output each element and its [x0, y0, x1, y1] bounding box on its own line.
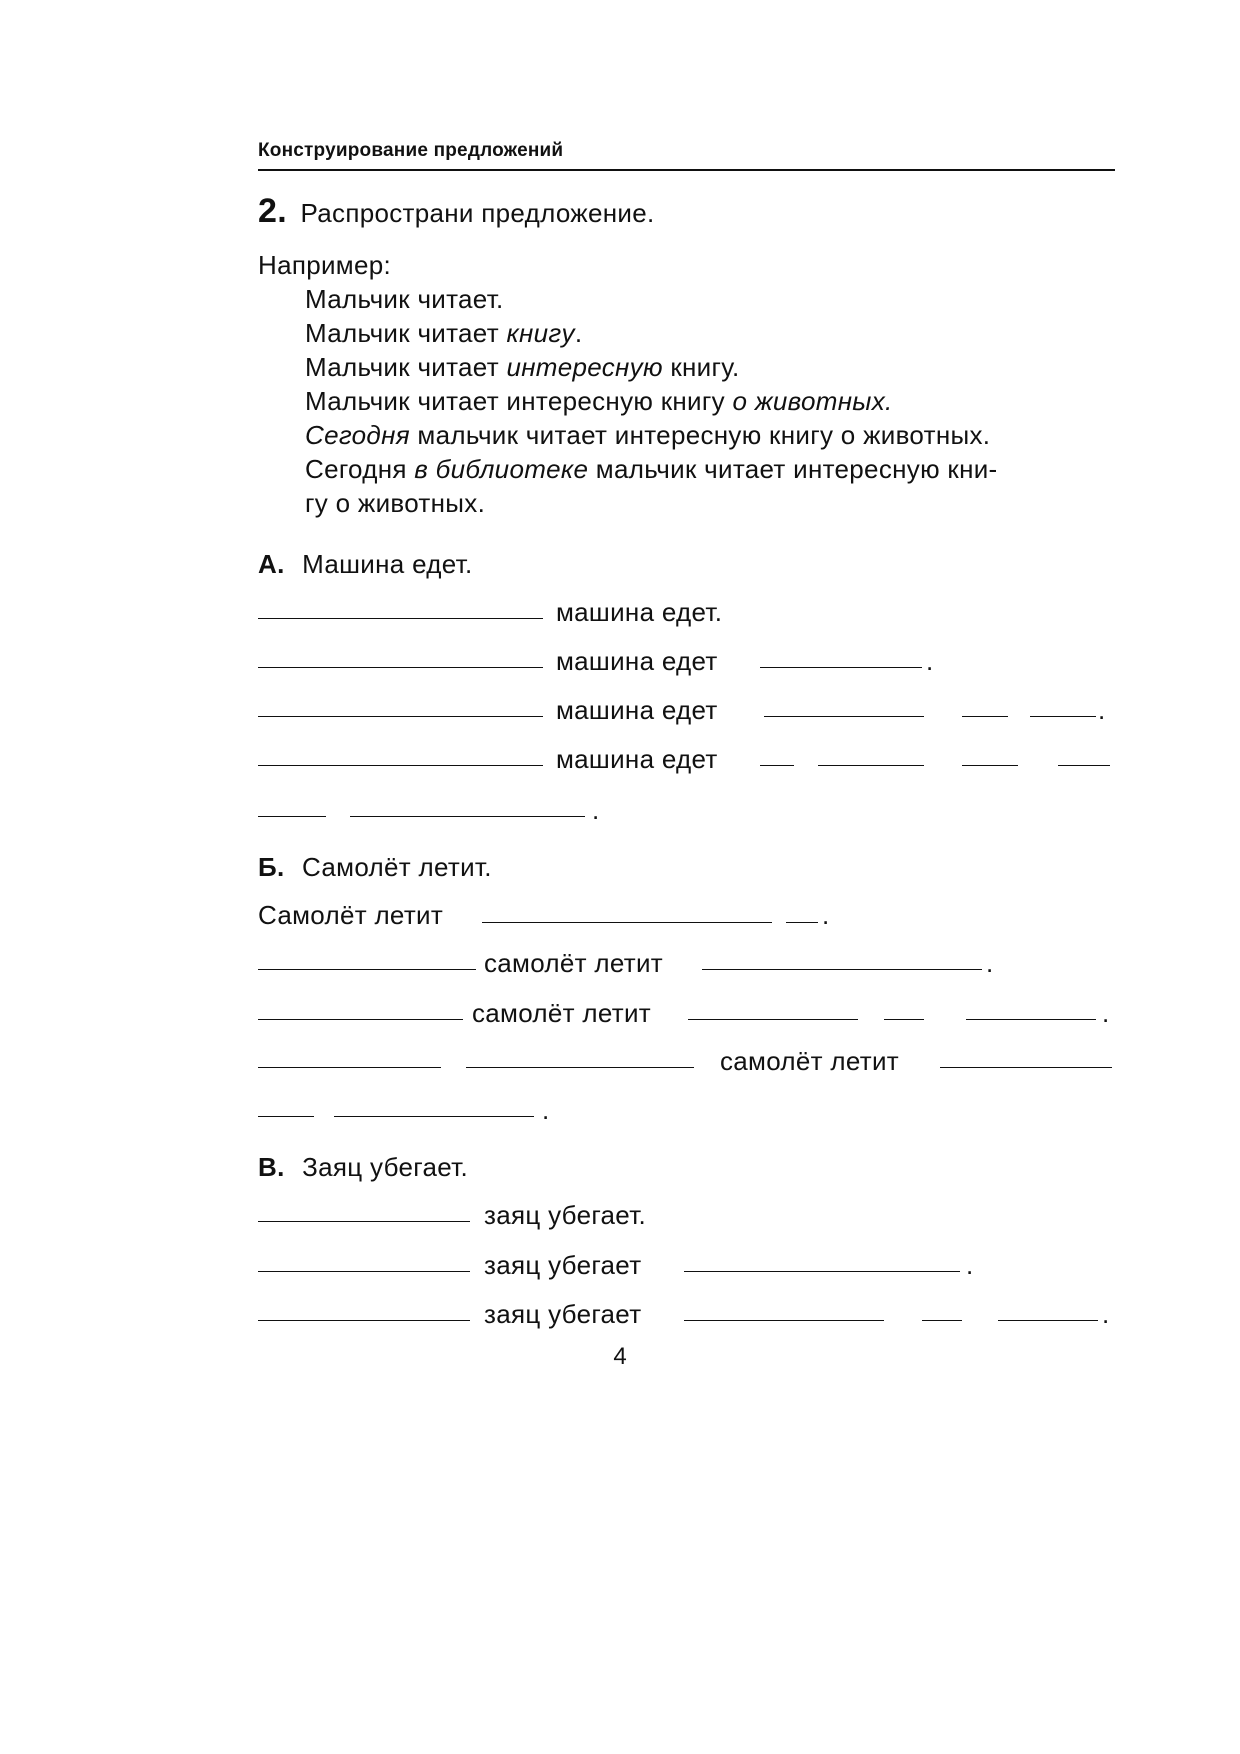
period-mark: . [1098, 695, 1106, 725]
period-mark: . [1102, 998, 1110, 1028]
answer-blank[interactable] [884, 1019, 924, 1020]
section-c-row-3-text: заяц убегает [484, 1299, 642, 1329]
example-line [305, 318, 582, 348]
example-label: Например: [258, 250, 392, 280]
example-emphasis: о животных. [732, 386, 893, 416]
example-line [305, 386, 893, 416]
answer-blank[interactable] [1058, 765, 1110, 766]
answer-blank[interactable] [258, 1067, 441, 1068]
answer-blank[interactable] [482, 922, 772, 923]
answer-blank[interactable] [350, 816, 585, 817]
section-c-row-1-text: заяц убегает. [484, 1200, 647, 1230]
section-c-sentence: Заяц убегает. [302, 1152, 468, 1182]
task-heading [258, 192, 655, 230]
period-mark: . [542, 1095, 550, 1125]
example-text: гу о животных. [305, 488, 486, 518]
answer-blank[interactable] [786, 922, 818, 923]
example-text: Мальчик читает [305, 318, 507, 348]
task-instruction: Распространи предложение. [300, 198, 655, 228]
section-a-row-3-text: машина едет [556, 695, 718, 725]
answer-blank[interactable] [702, 969, 982, 970]
answer-blank[interactable] [760, 667, 922, 668]
page-header-title: Конструирование предложений [258, 140, 564, 161]
answer-blank[interactable] [258, 969, 476, 970]
example-text: Мальчик читает [305, 352, 507, 382]
example-emphasis: Сегодня [305, 420, 410, 450]
task-number: 2. [258, 192, 287, 230]
section-b-row-2-text: самолёт летит [484, 948, 663, 978]
answer-blank[interactable] [764, 716, 924, 717]
section-a-row-4-text: машина едет [556, 744, 718, 774]
example-text: мальчик читает интересную книгу о животных. [409, 420, 991, 450]
section-a-row-1-text: машина едет. [556, 597, 723, 627]
answer-blank[interactable] [466, 1067, 694, 1068]
period-mark: . [592, 795, 600, 825]
example-emphasis: в библиотеке [414, 454, 589, 484]
example-text: . [574, 318, 583, 348]
section-a-label: А. [258, 549, 285, 579]
answer-blank[interactable] [760, 765, 794, 766]
header-rule [258, 169, 1115, 171]
answer-blank[interactable] [688, 1019, 858, 1020]
example-emphasis: книгу [506, 318, 575, 348]
answer-blank[interactable] [940, 1067, 1112, 1068]
page-number: 4 [613, 1343, 627, 1370]
answer-blank[interactable] [258, 816, 326, 817]
example-text: Сегодня [305, 454, 415, 484]
period-mark: . [966, 1250, 974, 1280]
section-b-label: Б. [258, 852, 285, 882]
section-b-sentence: Самолёт летит. [302, 852, 492, 882]
answer-blank[interactable] [258, 1221, 470, 1222]
period-mark: . [1102, 1299, 1110, 1329]
period-mark: . [822, 900, 830, 930]
section-a-heading [258, 549, 472, 579]
answer-blank[interactable] [1030, 716, 1096, 717]
section-c-label: В. [258, 1152, 285, 1182]
example-line [305, 284, 504, 314]
example-line [305, 488, 485, 518]
section-b-row-4-text: самолёт летит [720, 1046, 899, 1076]
example-line [305, 420, 990, 450]
answer-blank[interactable] [258, 1116, 314, 1117]
example-text: Мальчик читает интересную книгу [305, 386, 733, 416]
section-b-heading [258, 852, 492, 882]
answer-blank[interactable] [258, 1019, 463, 1020]
answer-blank[interactable] [258, 667, 543, 668]
answer-blank[interactable] [684, 1320, 884, 1321]
answer-blank[interactable] [334, 1116, 534, 1117]
answer-blank[interactable] [962, 765, 1018, 766]
example-text: книгу. [662, 352, 740, 382]
answer-blank[interactable] [922, 1320, 962, 1321]
example-line [305, 454, 998, 484]
example-emphasis: интересную [506, 352, 663, 382]
section-c-heading [258, 1152, 468, 1182]
answer-blank[interactable] [258, 765, 543, 766]
section-b-row-3-text: самолёт летит [472, 998, 651, 1028]
answer-blank[interactable] [258, 716, 543, 717]
example-text: мальчик читает интересную кни- [588, 454, 998, 484]
section-a-row-2-text: машина едет [556, 646, 718, 676]
section-c-row-2-text: заяц убегает [484, 1250, 642, 1280]
section-b-row-1-text: Самолёт летит [258, 900, 444, 930]
answer-blank[interactable] [966, 1019, 1096, 1020]
answer-blank[interactable] [818, 765, 924, 766]
section-a-sentence: Машина едет. [302, 549, 473, 579]
answer-blank[interactable] [684, 1271, 960, 1272]
example-line [305, 352, 740, 382]
answer-blank[interactable] [258, 618, 543, 619]
period-mark: . [986, 948, 994, 978]
answer-blank[interactable] [998, 1320, 1098, 1321]
answer-blank[interactable] [258, 1271, 470, 1272]
period-mark: . [926, 646, 934, 676]
answer-blank[interactable] [962, 716, 1008, 717]
answer-blank[interactable] [258, 1320, 470, 1321]
example-text: Мальчик читает. [305, 284, 504, 314]
